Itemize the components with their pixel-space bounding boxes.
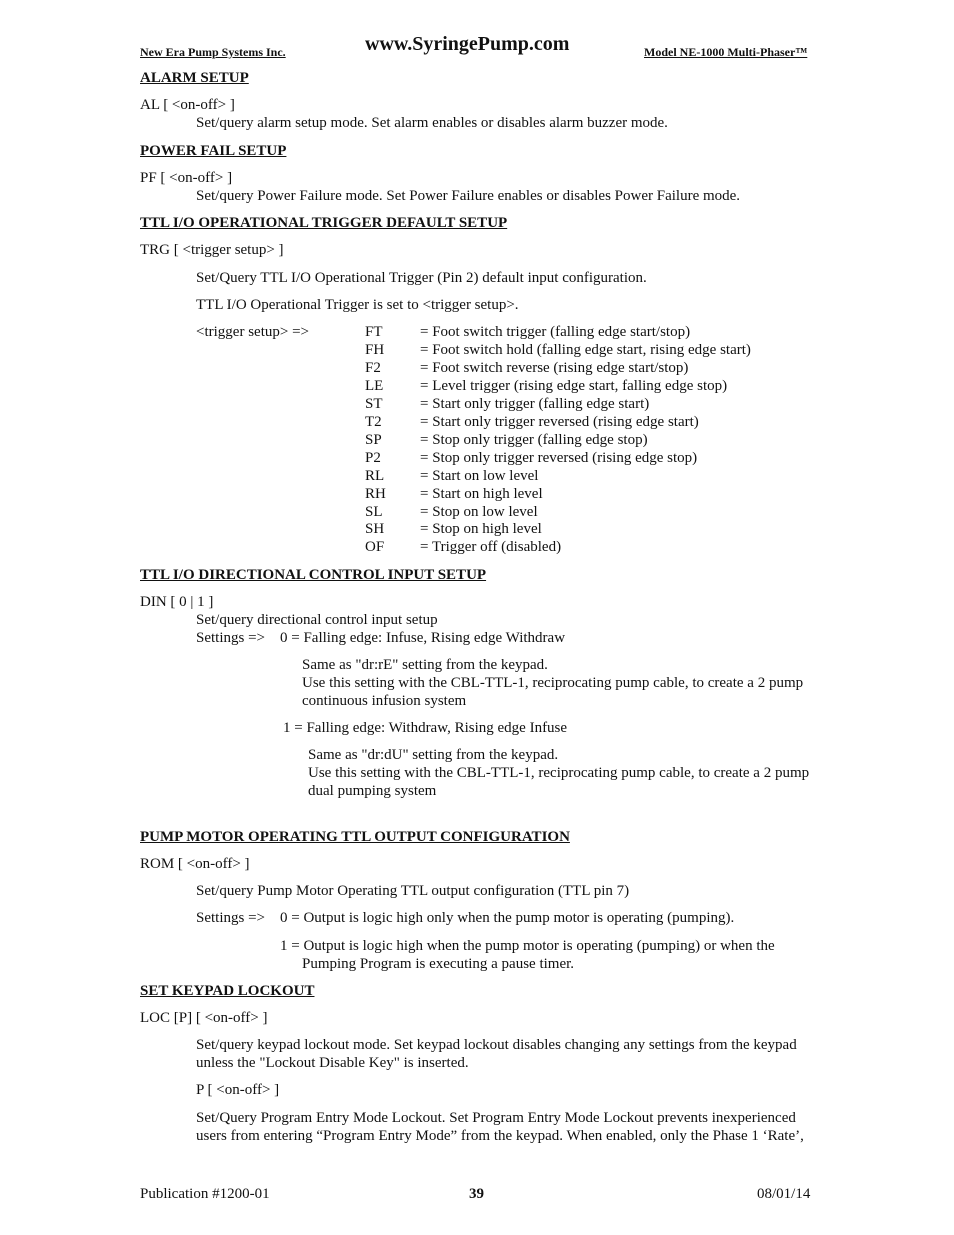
direction-command: DIN [ 0 | 1 ]	[140, 594, 214, 610]
trigger-desc-2: TTL I/O Operational Trigger is set to <trigger setup>.	[196, 297, 519, 313]
header-website: www.SyringePump.com	[365, 33, 570, 55]
trigger-desc-1: Set/Query TTL I/O Operational Trigger (Pin 2) default input configuration.	[196, 270, 647, 286]
trigger-option-desc: = Foot switch hold (falling edge start, rising edge start)	[420, 342, 751, 358]
direction-option-0-line-3: continuous infusion system	[302, 693, 467, 709]
direction-desc: Set/query directional control input setup	[196, 612, 438, 628]
lockout-desc-line-2: unless the "Lockout Disable Key" is inserted.	[196, 1055, 469, 1071]
motor-option-1-line-2: Pumping Program is executing a pause timer.	[302, 956, 575, 972]
trigger-option-code: RH	[365, 486, 386, 502]
trigger-option-desc: = Foot switch reverse (rising edge start/stop)	[420, 360, 689, 376]
trigger-option-code: OF	[365, 539, 385, 555]
trigger-option-desc: = Stop on low level	[420, 504, 538, 520]
lockout-p-desc-line-2: users from entering “Program Entry Mode” from the keypad. When enabled, only the Phase 1 ‘Rate’,	[196, 1128, 804, 1144]
trigger-option-desc: = Start only trigger reversed (rising edge start)	[420, 414, 699, 430]
direction-option-0-line-2: Use this setting with the CBL-TTL-1, reciprocating pump cable, to create a 2 pump	[302, 675, 804, 691]
trigger-option-code: P2	[365, 450, 381, 466]
motor-heading: PUMP MOTOR OPERATING TTL OUTPUT CONFIGURATION	[140, 829, 570, 845]
trigger-option-code: LE	[365, 378, 384, 394]
power-heading: POWER FAIL SETUP	[140, 143, 287, 159]
trigger-option-desc: = Trigger off (disabled)	[420, 539, 562, 555]
direction-option-1-line-2: Use this setting with the CBL-TTL-1, reciprocating pump cable, to create a 2 pump	[308, 765, 810, 781]
trigger-option-desc: = Stop only trigger (falling edge stop)	[420, 432, 648, 448]
direction-option-1-line-3: dual pumping system	[308, 783, 437, 799]
trigger-option-code: SP	[365, 432, 382, 448]
trigger-option-desc: = Start on low level	[420, 468, 539, 484]
trigger-option-code: T2	[365, 414, 382, 430]
lockout-p-command: P [ <on-off> ]	[196, 1082, 280, 1098]
trigger-option-code: F2	[365, 360, 381, 376]
motor-settings-label: Settings =>	[196, 910, 266, 926]
motor-desc: Set/query Pump Motor Operating TTL output configuration (TTL pin 7)	[196, 883, 630, 899]
trigger-option-code: ST	[365, 396, 383, 412]
trigger-option-code: FH	[365, 342, 385, 358]
alarm-command: AL [ <on-off> ]	[140, 97, 235, 113]
motor-command: ROM [ <on-off> ]	[140, 856, 250, 872]
trigger-option-code: RL	[365, 468, 385, 484]
direction-option-1-line-1: Same as "dr:dU" setting from the keypad.	[308, 747, 559, 763]
footer-date: 08/01/14	[757, 1186, 811, 1202]
footer-page-number: 39	[469, 1186, 484, 1202]
motor-option-1-line-1: 1 = Output is logic high when the pump motor is operating (pumping) or when the	[280, 938, 775, 954]
direction-option-0: 0 = Falling edge: Infuse, Rising edge Withdraw	[280, 630, 566, 646]
lockout-p-desc-line-1: Set/Query Program Entry Mode Lockout. Set Program Entry Mode Lockout prevents inexperienced	[196, 1110, 796, 1126]
footer-publication: Publication #1200-01	[140, 1186, 270, 1202]
direction-heading: TTL I/O DIRECTIONAL CONTROL INPUT SETUP	[140, 567, 487, 583]
trigger-heading: TTL I/O OPERATIONAL TRIGGER DEFAULT SETUP	[140, 215, 508, 231]
direction-settings-label: Settings =>	[196, 630, 266, 646]
trigger-option-desc: = Start on high level	[420, 486, 543, 502]
trigger-command: TRG [ <trigger setup> ]	[140, 242, 284, 258]
trigger-option-desc: = Stop on high level	[420, 521, 542, 537]
lockout-command: LOC [P] [ <on-off> ]	[140, 1010, 268, 1026]
lockout-desc-line-1: Set/query keypad lockout mode. Set keypad lockout disables changing any settings from the keypad	[196, 1037, 797, 1053]
power-command: PF [ <on-off> ]	[140, 170, 233, 186]
trigger-option-desc: = Stop only trigger reversed (rising edge stop)	[420, 450, 698, 466]
lockout-heading: SET KEYPAD LOCKOUT	[140, 983, 315, 999]
direction-option-1: 1 = Falling edge: Withdraw, Rising edge Infuse	[283, 720, 568, 736]
header-model: Model NE-1000 Multi-Phaser™	[644, 45, 808, 59]
trigger-option-desc: = Start only trigger (falling edge start)	[420, 396, 650, 412]
trigger-option-code: FT	[365, 324, 383, 340]
alarm-desc: Set/query alarm setup mode. Set alarm enables or disables alarm buzzer mode.	[196, 115, 668, 131]
trigger-option-desc: = Level trigger (rising edge start, falling edge stop)	[420, 378, 728, 394]
trigger-option-code: SH	[365, 521, 385, 537]
trigger-setup-label: <trigger setup> =>	[196, 324, 309, 340]
direction-option-0-line-1: Same as "dr:rE" setting from the keypad.	[302, 657, 548, 673]
trigger-option-code: SL	[365, 504, 383, 520]
trigger-option-desc: = Foot switch trigger (falling edge start/stop)	[420, 324, 691, 340]
motor-option-0: 0 = Output is logic high only when the pump motor is operating (pumping).	[280, 910, 735, 926]
power-desc: Set/query Power Failure mode. Set Power Failure enables or disables Power Failure mode.	[196, 188, 741, 204]
header-company: New Era Pump Systems Inc.	[140, 45, 286, 59]
alarm-heading: ALARM SETUP	[140, 70, 249, 86]
